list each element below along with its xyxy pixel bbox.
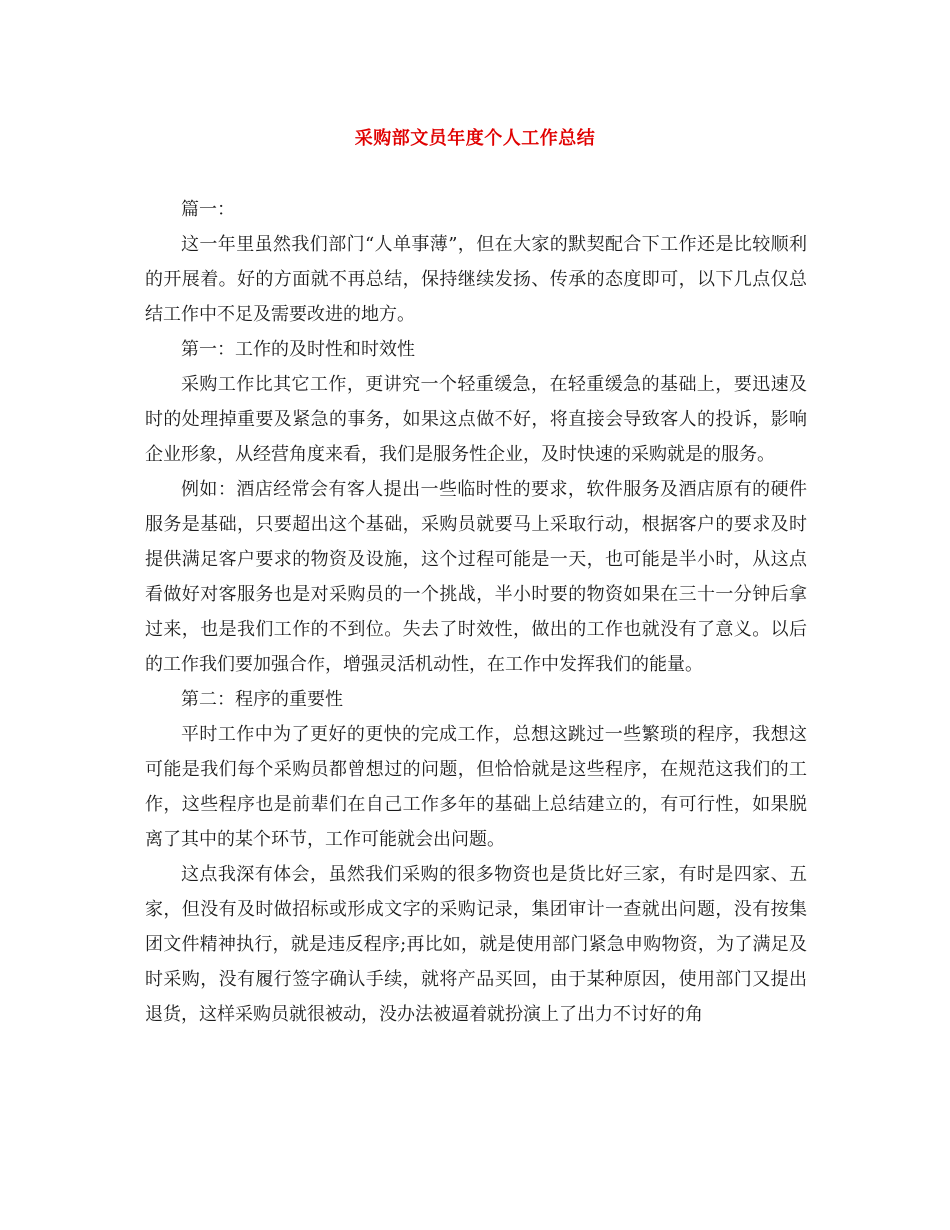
paragraph-section-label: 篇一： xyxy=(181,199,235,220)
paragraph-first-point: 采购工作比其它工作，更讲究一个轻重缓急，在轻重缓急的基础上，要迅速及时的处理掉重要及紧急的事务，如果这点做不好，将直接会导致客人的投诉，影响企业形象，从经营角度来看，我们是服务性企业，及时快速的采购就是的服务。 xyxy=(145,374,807,465)
paragraph-experience: 这点我深有体会，虽然我们采购的很多物资也是货比好三家，有时是四家、五家，但没有及时做招标或形成文字的采购记录，集团审计一查就出问题，没有按集团文件精神执行，就是违反程序;再比如，就是使用部门紧急申购物资，为了满足及时采购，没有履行签字确认手续，就将产品买回，由于某种原因，使用部门又提出退货，这样采购员就很被动，没办法被逼着就扮演上了出力不讨好的角 xyxy=(145,864,807,1025)
paragraph-second-point: 平时工作中为了更好的更快的完成工作，总想这跳过一些繁琐的程序，我想这可能是我们每个采购员都曾想过的问题，但恰恰就是这些程序，在规范这我们的工作，这些程序也是前辈们在自己工作多年的基础上总结建立的，有可行性，如果脱离了其中的某个环节，工作可能就会出问题。 xyxy=(145,724,807,850)
document-title: 采购部文员年度个人工作总结 xyxy=(354,128,596,149)
heading-second-point: 第二：程序的重要性 xyxy=(181,689,343,710)
paragraph-example: 例如：酒店经常会有客人提出一些临时性的要求，软件服务及酒店原有的硬件服务是基础，只要超出这个基础，采购员就要马上采取行动，根据客户的要求及时提供满足客户要求的物资及设施，这个过程可能是一天，也可能是半小时，从这点看做好对客服务也是对采购员的一个挑战，半小时要的物资如果在三十一分钟后拿过来，也是我们工作的不到位。失去了时效性，做出的工作也就没有了意义。以后的工作我们要加强合作，增强灵活机动性，在工作中发挥我们的能量。 xyxy=(145,479,807,675)
document-body xyxy=(145,192,807,1032)
paragraph-intro: 这一年里虽然我们部门“人单事薄”，但在大家的默契配合下工作还是比较顺利的开展着。好的方面就不再总结，保持继续发扬、传承的态度即可，以下几点仅总结工作中不足及需要改进的地方。 xyxy=(145,234,807,325)
heading-first-point: 第一：工作的及时性和时效性 xyxy=(181,339,415,360)
